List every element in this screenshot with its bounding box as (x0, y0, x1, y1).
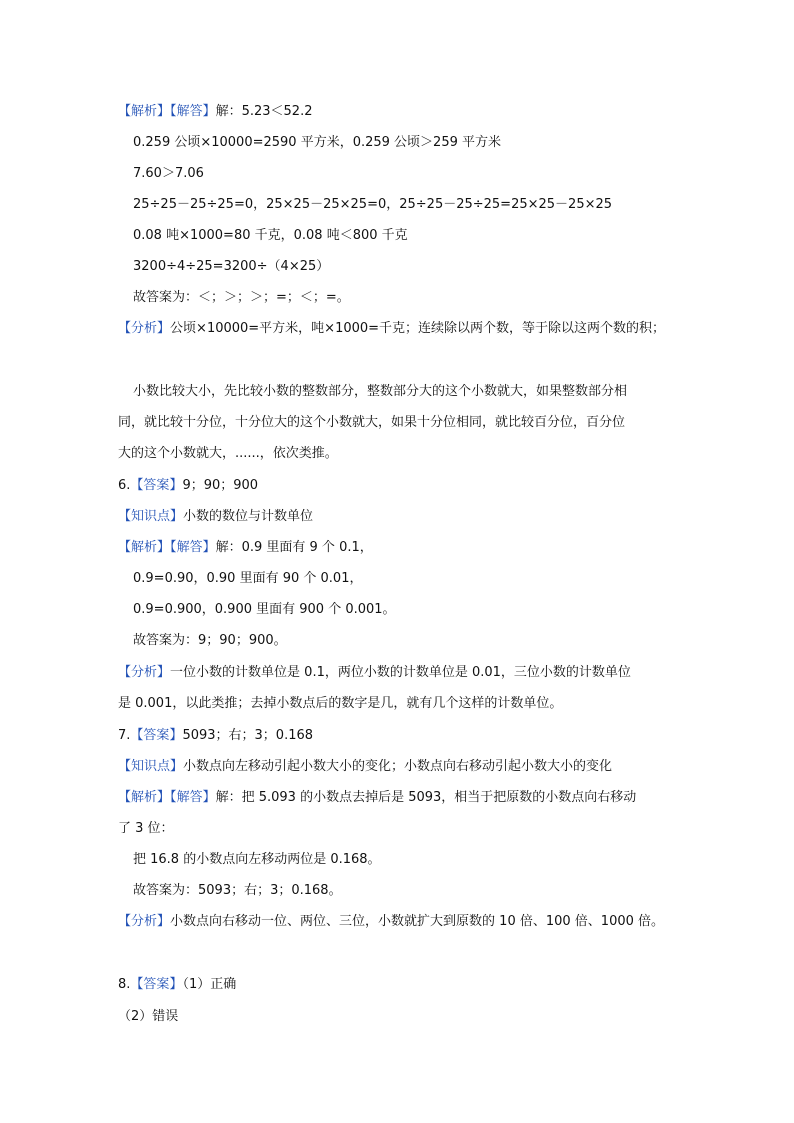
line-text: （1）正确 (182, 977, 237, 992)
line-q7-step (133, 851, 381, 869)
tag-knowledge: 【 知识点 】 (118, 759, 183, 774)
question-number: 6. (118, 478, 131, 493)
line-text: 大的这个小数就大，......，依次类推。 (118, 446, 338, 461)
line-text: 0.9=0.900，0.900 里面有 900 个 0.001。 (133, 602, 396, 617)
line-text: 故答案为：9；90；900。 (133, 633, 287, 648)
line-q6-step-2 (133, 601, 396, 619)
question-6-answer (118, 477, 258, 495)
question-8-answer (118, 976, 236, 994)
question-7-analysis (118, 913, 664, 931)
line-decimal-compare (133, 165, 204, 183)
line-text: 5093；右；3；0.168 (182, 728, 314, 743)
line-final-answer-5 (133, 289, 350, 307)
line-q6-analysis-cont (118, 695, 562, 713)
line-text: 3200÷4÷25=3200÷（4×25） (133, 259, 330, 274)
tag-knowledge: 【 知识点 】 (118, 509, 183, 524)
line-consecutive-division (133, 258, 329, 276)
line-compare-rule-3 (118, 445, 338, 463)
line-text: 0.9=0.90，0.90 里面有 90 个 0.01， (133, 571, 363, 586)
line-division-compare (133, 196, 612, 214)
line-text: 25÷25－25÷25=0，25×25－25×25=0，25÷25－25÷25=25×25－25×25 (133, 197, 613, 212)
line-text: 是 0.001，以此类推；去掉小数点后的数字是几，就有几个这样的计数单位。 (118, 696, 563, 711)
line-text: （2）错误 (118, 1009, 179, 1024)
question-6-analysis (118, 664, 631, 682)
line-text: 把 16.8 的小数点向左移动两位是 0.168。 (133, 852, 381, 867)
question-6-analysis-solution (118, 539, 373, 557)
line-compare-rule-2 (118, 414, 625, 432)
line-ton-conversion (133, 227, 408, 245)
line-q8-part-2 (118, 1008, 178, 1026)
line-text: 解：5.23＜52.2 (215, 104, 313, 119)
line-q7-final (133, 882, 342, 900)
line-q6-step-1 (133, 570, 362, 588)
line-text: 解：0.9 里面有 9 个 0.1， (215, 540, 373, 555)
question-6-knowledge (118, 508, 313, 526)
line-text: 小数比较大小，先比较小数的整数部分，整数部分大的这个小数就大，如果整数部分相 (133, 384, 628, 399)
line-text: 0.08 吨×1000=80 千克，0.08 吨＜800 千克 (133, 228, 408, 243)
tag-answer: 【 答案 】 (130, 728, 182, 743)
tag-analysis: 【 解析 】 (118, 790, 170, 805)
line-text: 故答案为：5093；右；3；0.168。 (133, 883, 342, 898)
tag-solution: 【 解答 】 (170, 104, 216, 119)
line-text: 解：把 5.093 的小数点去掉后是 5093，相当于把原数的小数点向右移动 (215, 790, 637, 805)
line-text: 7.60＞7.06 (133, 166, 204, 181)
tag-solution: 【 解答 】 (170, 790, 216, 805)
line-text: 故答案为：＜；＞；＞；=；＜；=。 (133, 290, 350, 305)
tag-solution: 【 解答 】 (170, 540, 216, 555)
line-analysis-solution-5 (118, 103, 313, 121)
line-text: 9；90；900 (182, 478, 259, 493)
line-text: 小数的数位与计数单位 (183, 509, 314, 524)
question-7-knowledge (118, 758, 612, 776)
question-7-analysis-solution (118, 789, 636, 807)
tag-analysis: 【 分析 】 (118, 321, 170, 336)
question-7-answer (118, 727, 313, 745)
tag-answer: 【 答案 】 (130, 977, 182, 992)
question-number: 8. (118, 977, 131, 992)
tag-analysis: 【 解析 】 (118, 104, 170, 119)
line-hectare-conversion (133, 134, 501, 152)
tag-analysis: 【 分析 】 (118, 914, 170, 929)
line-q6-final (133, 632, 287, 650)
line-q7-cont (118, 820, 174, 838)
line-text: 同，就比较十分位，十分位大的这个小数就大，如果十分位相同，就比较百分位，百分位 (118, 415, 626, 430)
question-number: 7. (118, 728, 131, 743)
line-text: 一位小数的计数单位是 0.1，两位小数的计数单位是 0.01，三位小数的计数单位 (170, 665, 631, 680)
line-text: 小数点向左移动引起小数大小的变化；小数点向右移动引起小数大小的变化 (183, 759, 613, 774)
tag-analysis: 【 解析 】 (118, 540, 170, 555)
line-text: 了 3 位： (118, 821, 174, 836)
line-text: 公顷×10000=平方米，吨×1000=千克；连续除以两个数，等于除以这两个数的积； (170, 321, 666, 336)
line-text: 小数点向右移动一位、两位、三位，小数就扩大到原数的 10 倍、100 倍、1000 倍。 (170, 914, 665, 929)
tag-analysis: 【 分析 】 (118, 665, 170, 680)
line-analysis-5 (118, 320, 665, 338)
line-compare-rule-1 (133, 383, 627, 401)
tag-answer: 【 答案 】 (130, 478, 182, 493)
line-text: 0.259 公顷×10000=2590 平方米，0.259 公顷＞259 平方米 (133, 135, 501, 150)
